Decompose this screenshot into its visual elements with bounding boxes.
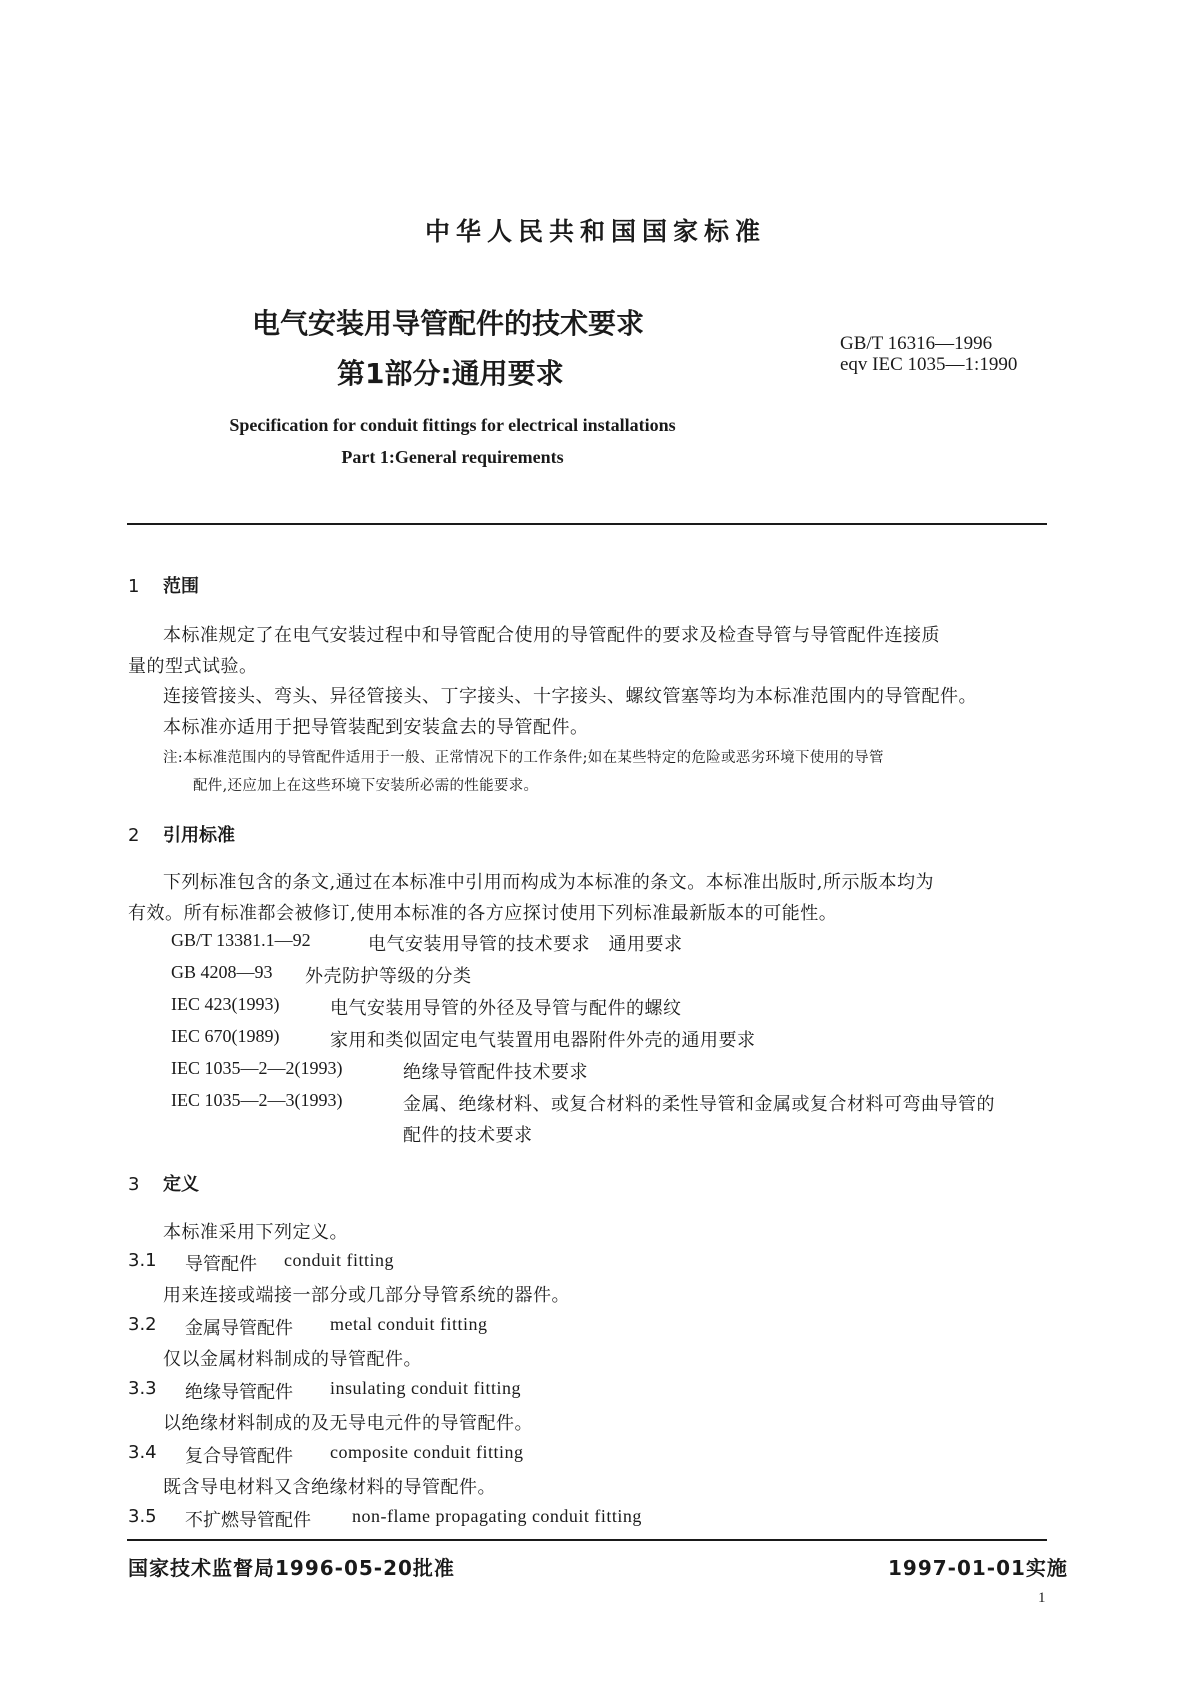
national-standard-heading: 中华人民共和国国家标准 [424,217,766,246]
title-en-line2: Part 1:General requirements [341,447,564,467]
section2-p1-line1: 下列标准包含的条文,通过在本标准中引用而构成为本标准的条文。本标准出版时,所示版本均为 [163,872,934,893]
def-desc: 既含导电材料又含绝缘材料的导管配件。 [163,1477,496,1498]
def-term: 金属导管配件 [185,1318,293,1339]
def-term-en: conduit fitting [284,1250,394,1270]
def-term: 绝缘导管配件 [185,1382,293,1403]
def-desc: 仅以金属材料制成的导管配件。 [163,1349,422,1370]
ref-code: GB 4208—93 [171,962,273,982]
ref-title: 外壳防护等级的分类 [305,966,472,987]
title-cn-line2: 第1部分:通用要求 [337,357,564,390]
ref-title: 金属、绝缘材料、或复合材料的柔性导管和金属或复合材料可弯曲导管的 [403,1094,995,1115]
ref-title: 家用和类似固定电气装置用电器附件外壳的通用要求 [330,1030,756,1051]
footer-divider [127,1539,1047,1541]
section1-title: 范围 [163,576,199,597]
section1-p1-line1: 本标准规定了在电气安装过程中和导管配合使用的导管配件的要求及检查导管与导管配件连接质 [163,625,940,646]
section3-title: 定义 [163,1174,199,1195]
section1-heading [128,572,199,598]
def-number: 3.3 [128,1378,157,1399]
section3-heading [128,1170,199,1196]
ref-code: IEC 1035—2—3(1993) [171,1090,343,1110]
title-cn-line1: 电气安装用导管配件的技术要求 [252,307,645,340]
def-number: 3.2 [128,1314,157,1335]
std-code: GB/T 16316—1996 [840,333,993,354]
section1-p1-line2: 量的型式试验。 [128,656,258,677]
ref-code: IEC 1035—2—2(1993) [171,1058,343,1078]
section1-p3: 本标准亦适用于把导管装配到安装盒去的导管配件。 [163,717,589,738]
def-number: 3.5 [128,1506,157,1527]
effective-date: 1997-01-01实施 [888,1556,1068,1580]
def-term: 复合导管配件 [185,1446,293,1467]
section2-heading [128,821,235,847]
ref-title: 电气安装用导管的技术要求 通用要求 [368,934,683,955]
def-term-en: non-flame propagating conduit fitting [352,1506,642,1526]
ref-code: GB/T 13381.1—92 [171,930,311,950]
def-term-en: metal conduit fitting [330,1314,488,1334]
ref-title-cont: 配件的技术要求 [403,1125,533,1146]
def-number: 3.1 [128,1250,157,1271]
section1-note-line1: 注:本标准范围内的导管配件适用于一般、正常情况下的工作条件;如在某些特定的危险或恶劣环境下使用的导管 [163,750,884,766]
def-term: 不扩燃导管配件 [185,1510,311,1531]
section2-number: 2 [128,825,140,846]
def-term-en: composite conduit fitting [330,1442,524,1462]
section1-p2: 连接管接头、弯头、异径管接头、丁字接头、十字接头、螺纹管塞等均为本标准范围内的导管配件。 [163,686,977,707]
header-divider [127,523,1047,525]
ref-code: IEC 423(1993) [171,994,280,1014]
section2-p1-line2: 有效。所有标准都会被修订,使用本标准的各方应探讨使用下列标准最新版本的可能性。 [128,903,838,924]
ref-title: 电气安装用导管的外径及导管与配件的螺纹 [330,998,682,1019]
page-number: 1 [1038,1590,1046,1606]
section3-number: 3 [128,1174,140,1195]
def-term: 导管配件 [185,1254,257,1275]
approval-date: 国家技术监督局1996-05-20批准 [128,1556,455,1580]
ref-title: 绝缘导管配件技术要求 [403,1062,588,1083]
def-desc: 以绝缘材料制成的及无导电元件的导管配件。 [163,1413,533,1434]
section1-number: 1 [128,576,140,597]
section1-note-line2: 配件,还应加上在这些环境下安装所必需的性能要求。 [193,778,539,794]
def-term-en: insulating conduit fitting [330,1378,521,1398]
def-number: 3.4 [128,1442,157,1463]
def-desc: 用来连接或端接一部分或几部分导管系统的器件。 [163,1285,570,1306]
section2-title: 引用标准 [163,825,235,846]
section3-intro: 本标准采用下列定义。 [163,1222,348,1243]
eqv-code: eqv IEC 1035—1:1990 [840,354,1018,375]
ref-code: IEC 670(1989) [171,1026,280,1046]
title-en-line1: Specification for conduit fittings for electrical installations [229,415,676,435]
